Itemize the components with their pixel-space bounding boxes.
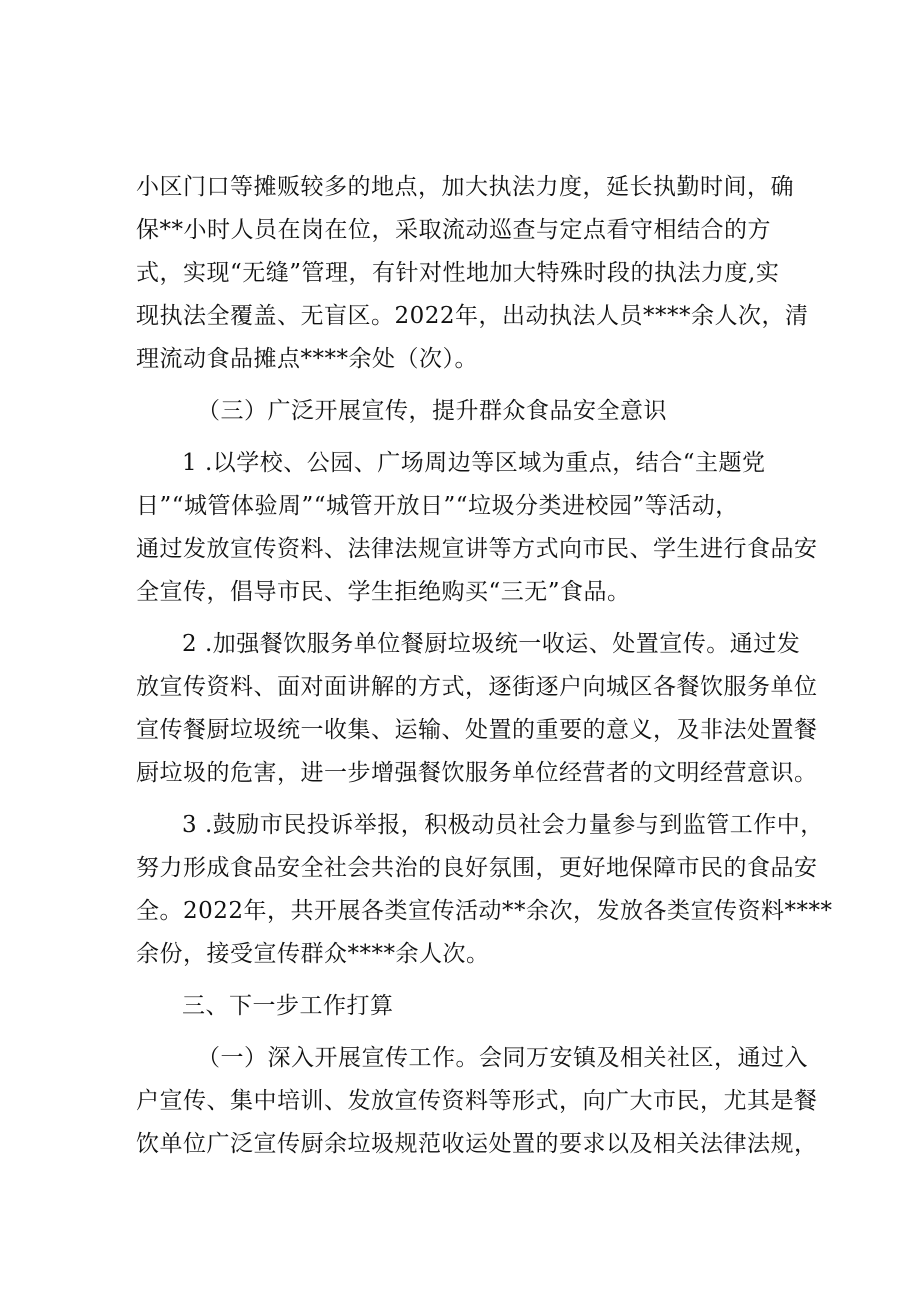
- paragraph-line: 通过发放宣传资料、法律法规宣讲等方式向市民、学生进行食品安: [136, 536, 818, 562]
- paragraph-line: 厨垃圾的危害，进一步增强餐饮服务单位经营者的文明经营意识。: [136, 760, 818, 786]
- paragraph-line: 理流动食品摊点****余处（次）。: [136, 346, 478, 372]
- paragraph-line: （一）深入开展宣传工作。会同万安镇及相关社区，通过入: [197, 1045, 808, 1071]
- paragraph-line: 余份，接受宣传群众****余人次。: [136, 941, 490, 967]
- paragraph-line: 1 .以学校、公园、广场周边等区域为重点，结合“主题党: [182, 450, 766, 476]
- paragraph-line: 全。2022年，共开展各类宣传活动**余次，发放各类宣传资料****: [136, 898, 833, 924]
- paragraph-line: 3 .鼓励市民投诉举报，积极动员社会力量参与到监管工作中，: [182, 812, 824, 838]
- paragraph-line: 放宣传资料、面对面讲解的方式，逐街逐户向城区各餐饮服务单位: [136, 674, 818, 700]
- paragraph-line: 饮单位广泛宣传厨余垃圾规范收运处置的要求以及相关法律法规，: [136, 1131, 818, 1157]
- paragraph-line: 式，实现“无缝”管理，有针对性地加大特殊时段的执法力度,实: [136, 260, 780, 286]
- paragraph-line: 2 .加强餐饮服务单位餐厨垃圾统一收运、处置宣传。通过发: [182, 631, 801, 657]
- paragraph-line: 日”“城管体验周”“城管开放日”“垃圾分类进校园”等活动，: [136, 493, 739, 519]
- paragraph-line: 小区门口等摊贩较多的地点，加大执法力度，延长执勤时间，确: [136, 174, 794, 200]
- paragraph-line: 全宣传，倡导市民、学生拒绝购买“三无”食品。: [136, 579, 631, 605]
- paragraph-line: 努力形成食品安全社会共治的良好氛围，更好地保障市民的食品安: [136, 855, 818, 881]
- section-heading: （三）广泛开展宣传，提升群众食品安全意识: [197, 398, 667, 424]
- paragraph-line: 现执法全覆盖、无盲区。2022年，出动执法人员****余人次，清: [136, 303, 809, 329]
- paragraph-line: 宣传餐厨垃圾统一收集、运输、处置的重要的意义，及非法处置餐: [136, 717, 818, 743]
- paragraph-line: 户宣传、集中培训、发放宣传资料等形式，向广大市民，尤其是餐: [136, 1088, 818, 1114]
- section-heading: 三、下一步工作打算: [182, 993, 394, 1019]
- paragraph-line: 保**小时人员在岗在位，采取流动巡查与定点看守相结合的方: [136, 217, 771, 243]
